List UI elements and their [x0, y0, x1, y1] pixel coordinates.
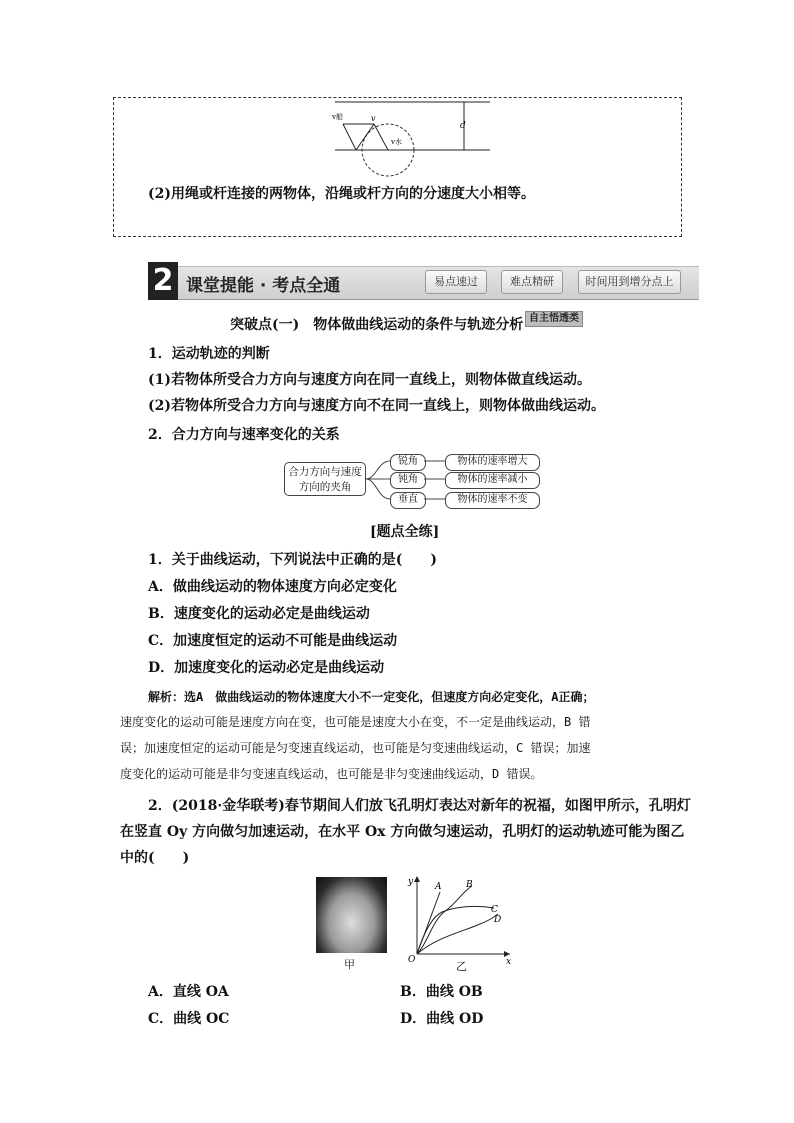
- q1-solution-line3: 误；加速度恒定的运动可能是匀变速直线运动，也可能是匀变速曲线运动，C 错误；加速: [120, 741, 591, 755]
- origin-label: O: [408, 955, 416, 965]
- flow-obtuse: 钝角: [390, 472, 426, 489]
- point2-title: 2．合力方向与速率变化的关系: [148, 427, 340, 443]
- practice-header: [题点全练]: [370, 524, 440, 540]
- q1-stem: 1．关于曲线运动，下列说法中正确的是( ): [148, 552, 437, 568]
- d-label: d: [460, 121, 466, 131]
- q2-stem-line2: 在竖直 Oy 方向做匀加速运动，在水平 Ox 方向做匀速运动，孔明灯的运动轨迹可能为图乙: [120, 824, 685, 840]
- flow-acute: 锐角: [390, 454, 426, 471]
- q1-solution-line1: 解析：选A 做曲线运动的物体速度大小不一定变化，但速度方向必定变化，A正确；: [148, 690, 595, 704]
- flow-main-line2: 方向的夹角: [298, 481, 352, 493]
- v-ship-label: v船: [332, 113, 343, 121]
- q2-stem-line1: 2．(2018·金华联考)春节期间人们放飞孔明灯表达对新年的祝福，如图甲所示，孔明灯: [148, 798, 691, 814]
- figure-jia-caption: 甲: [344, 958, 355, 971]
- q1-solution-line2: 速度变化的运动可能是速度方向在变，也可能是速度大小在变，不一定是曲线运动，B 错: [120, 715, 591, 729]
- flow-perpendicular: 垂直: [390, 492, 426, 509]
- flow-result-increase: 物体的速率增大: [445, 454, 540, 471]
- section-title: 突破点(一) 物体做曲线运动的条件与轨迹分析: [230, 317, 524, 333]
- x-axis-label: x: [506, 957, 512, 967]
- section-tag: 自主悟透类: [525, 311, 583, 327]
- tab-hard-points[interactable]: 难点精研: [501, 270, 563, 294]
- q2-option-c[interactable]: C．曲线 OC: [148, 1011, 230, 1027]
- flow-main-box: [284, 462, 366, 496]
- point1-line2: (2)若物体所受合力方向与速度方向不在同一直线上，则物体做曲线运动。: [148, 398, 605, 414]
- v-label: v: [371, 114, 376, 123]
- flow-result-unchanged: 物体的速率不变: [445, 492, 540, 509]
- q2-option-d[interactable]: D．曲线 OD: [400, 1011, 484, 1027]
- point1-line1: (1)若物体所受合力方向与速度方向在同一直线上，则物体做直线运动。: [148, 372, 591, 388]
- q2-stem-line3: 中的( ): [120, 850, 190, 866]
- trajectory-graph: [402, 872, 514, 970]
- flow-main-line1: 合力方向与速度: [288, 466, 362, 478]
- rope-rod-rule: (2)用绳或杆连接的两物体，沿绳或杆方向的分速度大小相等。: [148, 186, 535, 202]
- curve-b-label: B: [466, 880, 473, 890]
- q1-option-c[interactable]: C．加速度恒定的运动不可能是曲线运动: [148, 633, 398, 649]
- y-axis-label: y: [408, 877, 414, 887]
- figure-yi-caption: 乙: [456, 960, 467, 973]
- curve-a-label: A: [435, 882, 442, 892]
- point1-title: 1．运动轨迹的判断: [148, 346, 270, 362]
- banner-title: 课堂提能 · 考点全通: [186, 276, 341, 296]
- river-crossing-diagram: [330, 97, 495, 182]
- curve-c-label: C: [491, 905, 498, 915]
- banner-number: 2: [148, 262, 178, 300]
- q1-option-a[interactable]: A．做曲线运动的物体速度方向必定变化: [148, 579, 397, 595]
- curve-d-label: D: [494, 915, 502, 925]
- v-water-label: v水: [391, 138, 402, 146]
- q1-solution-line4: 度变化的运动可能是非匀变速直线运动，也可能是非匀变速曲线运动，D 错误。: [120, 767, 543, 781]
- flow-result-decrease: 物体的速率减小: [445, 472, 540, 489]
- q1-option-b[interactable]: B．速度变化的运动必定是曲线运动: [148, 606, 370, 622]
- q2-option-b[interactable]: B．曲线 OB: [400, 984, 483, 1000]
- q1-option-d[interactable]: D．加速度变化的运动必定是曲线运动: [148, 660, 385, 676]
- tab-time-usage[interactable]: 时间用到增分点上: [578, 270, 681, 294]
- q2-option-a[interactable]: A．直线 OA: [148, 984, 229, 1000]
- tab-easy-points[interactable]: 易点速过: [425, 270, 487, 294]
- sky-lantern-photo: [316, 877, 387, 953]
